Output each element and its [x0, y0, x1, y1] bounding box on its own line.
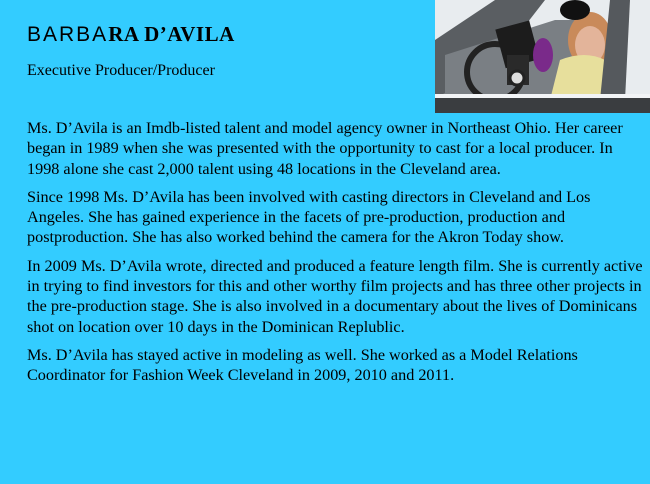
name-part-2: RA D’AVILA	[108, 22, 235, 46]
bio-paragraph: Since 1998 Ms. D’Avila has been involved with casting directors in Cleveland and Los Angeles. She has gained experience in the facets of pre-production, production and postproduction. She has also worked behind the camera for the Akron Today show.	[27, 187, 591, 247]
bio-paragraph: In 2009 Ms. D’Avila wrote, directed and produced a feature length film. She is currently active in trying to find investors for this and other worthy film projects and has three other projects in the pre-production stage. She is also involved in a documentary about the lives of Dominicans shot on location over 10 days in the Dominican Replublic.	[27, 256, 643, 336]
job-title: Executive Producer/Producer	[27, 62, 215, 79]
bio-text	[27, 118, 647, 394]
bio-paragraph: Ms. D’Avila is an Imdb-listed talent and model agency owner in Northeast Ohio. Her career began in 1989 when she was presented with the opportunity to cast for a local producer. In 1998 alone she cast 2,000 talent using 48 locations in the Cleveland area.	[27, 119, 623, 178]
person-name	[27, 22, 235, 47]
name-part-1: BARBA	[27, 23, 109, 46]
bio-paragraph: Ms. D’Avila has stayed active in modeling as well. She worked as a Model Relations Coordinator for Fashion Week Cleveland in 2009, 2010 and 2011.	[27, 345, 578, 385]
profile-photo	[435, 0, 650, 113]
photo-image-icon	[435, 0, 650, 113]
